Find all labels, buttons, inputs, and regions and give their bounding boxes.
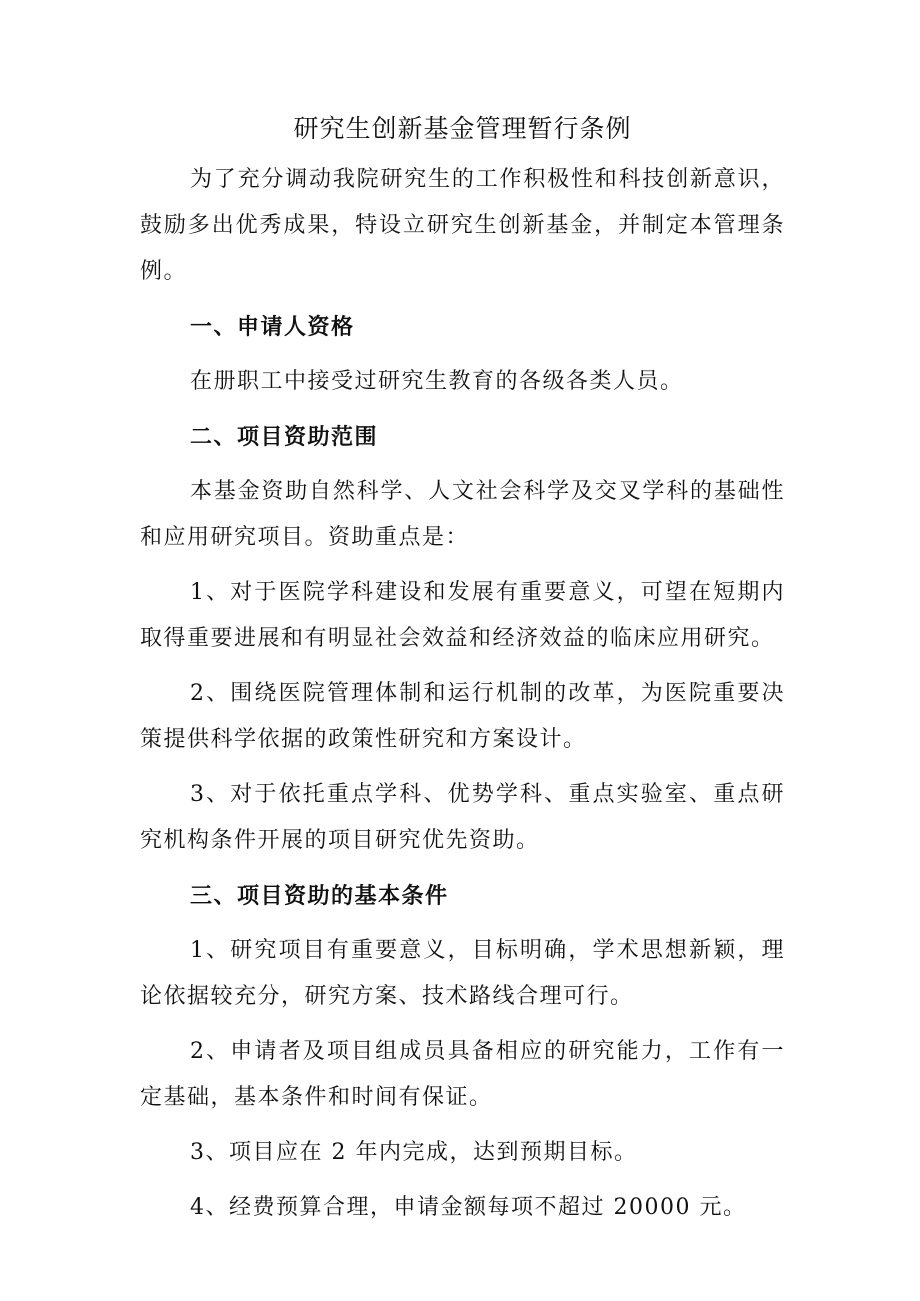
section-paragraph: 1、研究项目有重要意义，目标明确，学术思想新颖，理论依据较充分，研究方案、技术路线合理可行。 [140, 938, 785, 1009]
section-paragraph: 本基金资助自然科学、人文社会科学及交叉学科的基础性和应用研究项目。资助重点是： [140, 479, 785, 550]
section-paragraph: 1、对于医院学科建设和发展有重要意义，可望在短期内取得重要进展和有明显社会效益和经济效益的临床应用研究。 [140, 580, 785, 651]
section-heading: 三、项目资助的基本条件 [190, 883, 449, 909]
section-paragraph: 2、围绕医院管理体制和运行机制的改革，为医院重要决策提供科学依据的政策性研究和方案设计。 [140, 681, 785, 752]
section-paragraph: 3、对于依托重点学科、优势学科、重点实验室、重点研究机构条件开展的项目研究优先资助。 [140, 782, 785, 853]
document-title: 研究生创新基金管理暂行条例 [293, 114, 632, 143]
section-heading: 一、申请人资格 [190, 314, 355, 340]
section-paragraph: 2、申请者及项目组成员具备相应的研究能力，工作有一定基础，基本条件和时间有保证。 [140, 1039, 785, 1110]
section-funding-scope [140, 414, 785, 864]
section-paragraph: 在册职工中接受过研究生教育的各级各类人员。 [190, 369, 684, 394]
section-basic-conditions [140, 873, 785, 1231]
section-paragraph: 4、经费预算合理，申请金额每项不超过 20000 元。 [190, 1195, 747, 1220]
intro-paragraph: 为了充分调动我院研究生的工作积极性和科技创新意识，鼓励多出优秀成果，特设立研究生创新基金，并制定本管理条例。 [140, 167, 785, 284]
document-page [140, 104, 785, 1240]
section-heading: 二、项目资助范围 [190, 424, 379, 450]
section-paragraph: 3、项目应在 2 年内完成，达到预期目标。 [190, 1140, 638, 1165]
section-applicant-qualification [140, 304, 785, 405]
